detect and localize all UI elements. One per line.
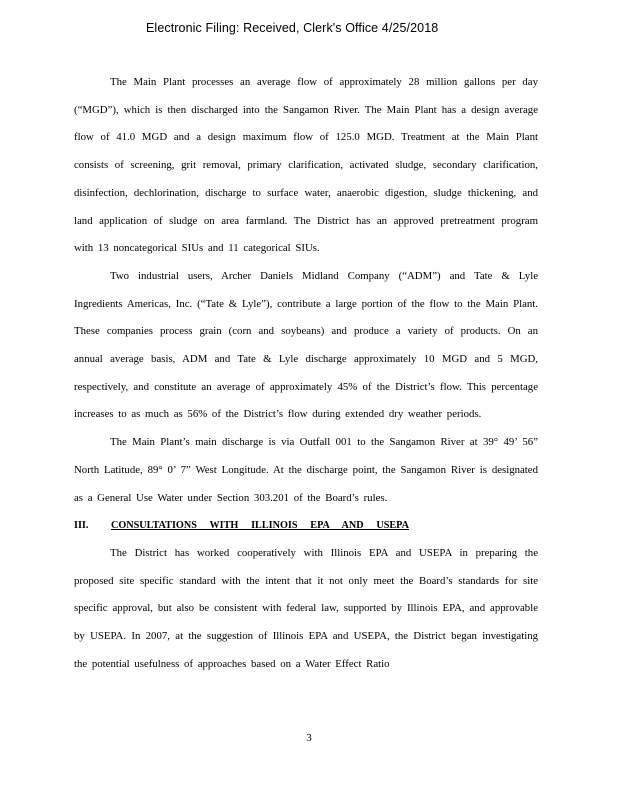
paragraph-discharge-location: The Main Plant’s main discharge is via Outfall 001 to the Sangamon River at 39° 49’ 56” North Latitude, 89° 0’ 7” West Longitude. At the discharge point, the Sangamon River is designated as a General Use Water under Section 303.201 of the Board’s rules.: [74, 436, 538, 504]
section-heading: [74, 512, 538, 540]
document-body: [74, 69, 538, 678]
filing-header: Electronic Filing: Received, Clerk's Office 4/25/2018: [146, 21, 439, 35]
section-title: CONSULTATIONS WITH ILLINOIS EPA AND USEPA: [111, 520, 409, 532]
paragraph-consultations: The District has worked cooperatively with Illinois EPA and USEPA in preparing the proposed site specific standard with the intent that it not only meet the Board’s standards for site specific approval, but also be consistent with federal law, supported by Illinois EPA, and approvable by USEPA. In 2007, at the suggestion of Illinois EPA and USEPA, the District began investigating the potential usefulness of approaches based on a Water Effect Ratio: [74, 546, 538, 670]
section-number: III.: [74, 520, 89, 532]
page-number: 3: [306, 732, 312, 744]
paragraph-main-plant-flow: The Main Plant processes an average flow of approximately 28 million gallons per day (“MGD”), which is then discharged into the Sangamon River. The Main Plant has a design average flow of 41.0 MGD and a design maximum flow of 125.0 MGD. Treatment at the Main Plant consists of screening, grit removal, primary clarification, activated sludge, secondary clarification, disinfection, dechlorination, discharge to surface water, anaerobic digestion, sludge thickening, and land application of sludge on area farmland. The District has an approved pretreatment program with 13 noncategorical SIUs and 11 categorical SIUs.: [74, 76, 538, 255]
paragraph-industrial-users: Two industrial users, Archer Daniels Midland Company (“ADM”) and Tate & Lyle Ingredients Americas, Inc. (“Tate & Lyle”), contribute a large portion of the flow to the Main Plant. These companies process grain (corn and soybeans) and produce a variety of products. On an annual average basis, ADM and Tate & Lyle discharge approximately 10 MGD and 5 MGD, respectively, and constitute an average of approximately 45% of the District’s flow. This percentage increases to as much as 56% of the District’s flow during extended dry weather periods.: [74, 269, 538, 421]
